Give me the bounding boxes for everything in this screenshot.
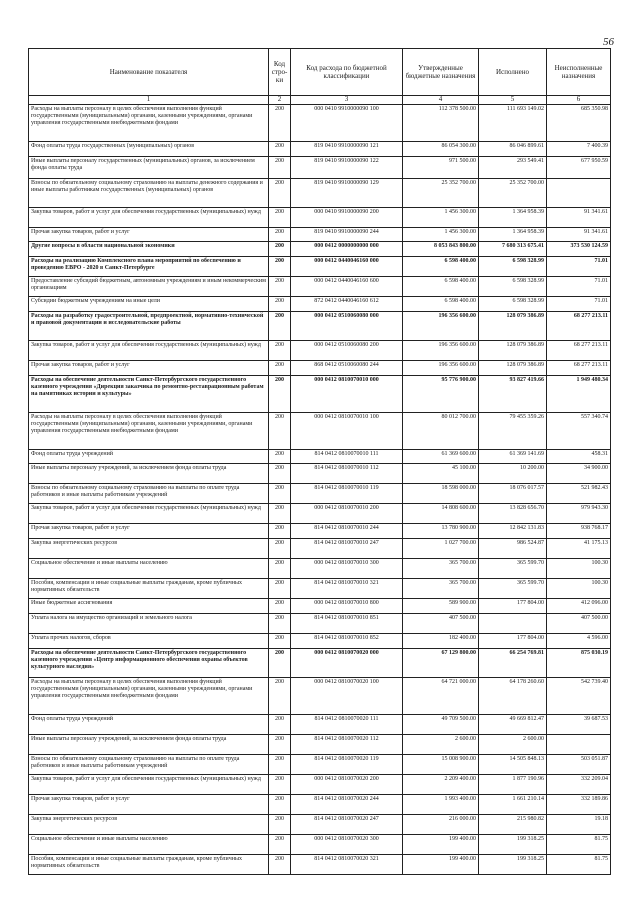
unexecuted-cell: 407 500.00 [547,614,611,634]
executed-cell: 14 505 848.13 [479,755,547,775]
column-number: 3 [291,96,403,105]
header-executed: Исполнено [479,49,547,96]
executed-cell: 1 364 958.39 [479,228,547,242]
header-expense-code: Код расхода по бюджетной классификации [291,49,403,96]
expense-code-cell: 819 0410 9910000090 121 [291,142,403,157]
expense-code-cell: 819 0410 9910000090 122 [291,157,403,179]
line-code-cell: 200 [269,464,291,484]
approved-cell: 6 598 400.00 [403,257,479,277]
expense-code-cell: 000 0412 0810070020 000 [291,649,403,678]
unexecuted-cell [547,179,611,208]
line-code-cell: 200 [269,835,291,855]
header-row [29,49,611,96]
unexecuted-cell: 71.01 [547,297,611,312]
unexecuted-cell: 39 687.53 [547,715,611,735]
expense-code-cell: 814 0412 0810070010 119 [291,484,403,504]
indicator-name-cell: Закупка товаров, работ и услуг для обеспечения государственных (муниципальных) нужд [29,775,269,795]
executed-cell: 18 076 017.57 [479,484,547,504]
expense-code-cell: 814 0412 0810070020 244 [291,795,403,815]
table-body [29,105,611,875]
unexecuted-cell: 677 950.59 [547,157,611,179]
executed-cell: 7 680 313 675.41 [479,242,547,257]
approved-cell: 95 776 900.00 [403,376,479,413]
executed-cell: 6 598 328.99 [479,257,547,277]
line-code-cell: 200 [269,277,291,297]
line-code-cell: 200 [269,795,291,815]
indicator-name-cell: Фонд оплаты труда учреждений [29,715,269,735]
approved-cell: 86 054 300.00 [403,142,479,157]
approved-cell: 14 808 600.00 [403,504,479,524]
unexecuted-cell: 41 175.13 [547,539,611,559]
indicator-name-cell: Прочая закупка товаров, работ и услуг [29,361,269,376]
line-code-cell: 200 [269,208,291,228]
approved-cell: 13 780 900.00 [403,524,479,539]
line-code-cell: 200 [269,312,291,341]
column-number-row [29,96,611,105]
approved-cell: 196 356 600.00 [403,341,479,361]
indicator-name-cell: Уплата прочих налогов, сборов [29,634,269,649]
expense-code-cell: 814 0412 0810070010 321 [291,579,403,599]
unexecuted-cell: 100.30 [547,579,611,599]
line-code-cell: 200 [269,524,291,539]
table-row [29,504,611,524]
expense-code-cell: 000 0412 0810070010 200 [291,504,403,524]
table-row [29,559,611,579]
indicator-name-cell: Закупка товаров, работ и услуг для обеспечения государственных (муниципальных) нужд [29,208,269,228]
line-code-cell: 200 [269,361,291,376]
line-code-cell: 200 [269,678,291,715]
expense-code-cell: 814 0412 0810070010 111 [291,450,403,464]
approved-cell: 6 598 400.00 [403,277,479,297]
executed-cell [479,614,547,634]
executed-cell: 64 178 260.60 [479,678,547,715]
approved-cell: 8 053 843 800.00 [403,242,479,257]
table-row [29,376,611,413]
unexecuted-cell: 1 949 480.34 [547,376,611,413]
table-row [29,208,611,228]
table-row [29,297,611,312]
unexecuted-cell: 542 739.40 [547,678,611,715]
approved-cell: 407 500.00 [403,614,479,634]
approved-cell: 216 000.00 [403,815,479,835]
indicator-name-cell: Уплата налога на имущество организаций и земельного налога [29,614,269,634]
expense-code-cell: 000 0410 9910000090 100 [291,105,403,142]
line-code-cell: 200 [269,715,291,735]
expense-code-cell: 814 0412 0810070010 112 [291,464,403,484]
unexecuted-cell: 332 189.86 [547,795,611,815]
expense-code-cell: 000 0412 0000000000 000 [291,242,403,257]
column-number: 1 [29,96,269,105]
table-row [29,361,611,376]
table-row [29,649,611,678]
table-row [29,755,611,775]
column-number: 2 [269,96,291,105]
indicator-name-cell: Пособия, компенсации и иные социальные выплаты гражданам, кроме публичных нормативных обязательств [29,855,269,875]
approved-cell: 365 700.00 [403,559,479,579]
executed-cell: 6 598 328.99 [479,297,547,312]
unexecuted-cell: 91 341.61 [547,228,611,242]
table-row [29,142,611,157]
table-row [29,579,611,599]
line-code-cell: 200 [269,815,291,835]
unexecuted-cell: 557 340.74 [547,413,611,450]
table-row [29,795,611,815]
table-row [29,855,611,875]
executed-cell: 177 804.00 [479,634,547,649]
indicator-name-cell: Пособия, компенсации и иные социальные выплаты гражданам, кроме публичных нормативных обязательств [29,579,269,599]
line-code-cell: 200 [269,559,291,579]
expense-code-cell: 814 0412 0810070020 112 [291,735,403,755]
executed-cell: 13 828 656.70 [479,504,547,524]
table-row [29,312,611,341]
approved-cell: 112 378 500.00 [403,105,479,142]
approved-cell: 18 598 000.00 [403,484,479,504]
table-row [29,105,611,142]
executed-cell: 293 549.41 [479,157,547,179]
line-code-cell: 200 [269,634,291,649]
indicator-name-cell: Иные выплаты персоналу учреждений, за исключением фонда оплаты труда [29,735,269,755]
unexecuted-cell: 71.01 [547,257,611,277]
table-row [29,539,611,559]
line-code-cell: 200 [269,614,291,634]
expense-code-cell: 000 0410 9910000090 200 [291,208,403,228]
unexecuted-cell: 373 530 124.59 [547,242,611,257]
executed-cell: 365 599.70 [479,559,547,579]
expense-code-cell: 000 0412 0810070010 100 [291,413,403,450]
indicator-name-cell: Взносы по обязательному социальному страхованию на выплаты по оплате труда работников и иные выплаты работникам учреждений [29,755,269,775]
approved-cell: 1 027 700.00 [403,539,479,559]
table-row [29,413,611,450]
approved-cell: 2 600.00 [403,735,479,755]
approved-cell: 25 352 700.00 [403,179,479,208]
expense-code-cell: 000 0412 0810070010 800 [291,599,403,614]
line-code-cell: 200 [269,855,291,875]
indicator-name-cell: Фонд оплаты труда государственных (муниципальных) органов [29,142,269,157]
approved-cell: 182 400.00 [403,634,479,649]
table-row [29,179,611,208]
approved-cell: 2 209 400.00 [403,775,479,795]
expense-code-cell: 819 0410 9910000090 244 [291,228,403,242]
executed-cell: 6 598 328.99 [479,277,547,297]
approved-cell: 6 598 400.00 [403,297,479,312]
indicator-name-cell: Расходы на выплаты персоналу в целях обеспечения выполнения функций государственными (муниципальными) органами, казенными учреждениями, органами управления государственными внебюджетными фондами [29,105,269,142]
indicator-name-cell: Иные выплаты персоналу государственных (муниципальных) органов, за исключением фонда оплаты труда [29,157,269,179]
executed-cell: 79 455 359.26 [479,413,547,450]
executed-cell: 2 600.00 [479,735,547,755]
approved-cell: 1 993 400.00 [403,795,479,815]
executed-cell: 1 661 210.14 [479,795,547,815]
table-row [29,524,611,539]
expense-code-cell: 872 0412 0440046160 612 [291,297,403,312]
indicator-name-cell: Прочая закупка товаров, работ и услуг [29,228,269,242]
indicator-name-cell: Расходы на выплаты персоналу в целях обеспечения выполнения функций государственными (муниципальными) органами, казенными учреждениями, органами управления государственными внебюджетными фондами [29,678,269,715]
unexecuted-cell: 81.75 [547,835,611,855]
executed-cell: 1 364 958.39 [479,208,547,228]
table-row [29,450,611,464]
column-number: 5 [479,96,547,105]
line-code-cell: 200 [269,142,291,157]
header-approved: Утвержденные бюджетные назначения [403,49,479,96]
executed-cell: 86 046 899.61 [479,142,547,157]
unexecuted-cell: 71.01 [547,277,611,297]
executed-cell: 365 599.70 [479,579,547,599]
unexecuted-cell: 68 277 213.11 [547,341,611,361]
line-code-cell: 200 [269,105,291,142]
indicator-name-cell: Прочая закупка товаров, работ и услуг [29,524,269,539]
unexecuted-cell: 412 096.00 [547,599,611,614]
line-code-cell: 200 [269,242,291,257]
expense-code-cell: 000 0412 0810070010 000 [291,376,403,413]
executed-cell: 12 842 131.83 [479,524,547,539]
indicator-name-cell: Фонд оплаты труда учреждений [29,450,269,464]
indicator-name-cell: Субсидии бюджетным учреждениям на иные цели [29,297,269,312]
unexecuted-cell: 7 400.39 [547,142,611,157]
unexecuted-cell: 4 596.00 [547,634,611,649]
line-code-cell: 200 [269,257,291,277]
budget-execution-table [28,48,611,875]
expense-code-cell: 000 0412 0810070020 100 [291,678,403,715]
table-row [29,242,611,257]
expense-code-cell: 814 0412 0810070010 244 [291,524,403,539]
line-code-cell: 200 [269,599,291,614]
table-row [29,815,611,835]
unexecuted-cell: 521 982.43 [547,484,611,504]
approved-cell: 45 100.00 [403,464,479,484]
line-code-cell: 200 [269,755,291,775]
executed-cell: 199 318.25 [479,835,547,855]
line-code-cell: 200 [269,539,291,559]
table-row [29,715,611,735]
unexecuted-cell: 685 350.98 [547,105,611,142]
line-code-cell: 200 [269,450,291,464]
expense-code-cell: 000 0412 0810070010 300 [291,559,403,579]
expense-code-cell: 814 0412 0810070020 119 [291,755,403,775]
executed-cell: 128 079 386.89 [479,361,547,376]
approved-cell: 61 369 600.00 [403,450,479,464]
header-line-code: Код стро-ки [269,49,291,96]
unexecuted-cell: 332 209.04 [547,775,611,795]
approved-cell: 196 356 600.00 [403,312,479,341]
unexecuted-cell: 19.18 [547,815,611,835]
executed-cell: 1 877 190.96 [479,775,547,795]
approved-cell: 589 900.00 [403,599,479,614]
expense-code-cell: 000 0412 0510060080 200 [291,341,403,361]
table-row [29,157,611,179]
table-row [29,835,611,855]
unexecuted-cell: 68 277 213.11 [547,312,611,341]
line-code-cell: 200 [269,504,291,524]
table-row [29,484,611,504]
approved-cell: 64 721 000.00 [403,678,479,715]
header-indicator-name: Наименование показателя [29,49,269,96]
expense-code-cell: 814 0412 0810070020 321 [291,855,403,875]
approved-cell: 1 456 300.00 [403,208,479,228]
table-row [29,257,611,277]
table-row [29,634,611,649]
unexecuted-cell: 68 277 213.11 [547,361,611,376]
expense-code-cell: 868 0412 0510060080 244 [291,361,403,376]
unexecuted-cell: 458.31 [547,450,611,464]
expense-code-cell: 814 0412 0810070020 111 [291,715,403,735]
line-code-cell: 200 [269,649,291,678]
indicator-name-cell: Расходы на разработку градостроительной, предпроектной, нормативно-технической и правовой документации и исследовательские работы [29,312,269,341]
table-row [29,277,611,297]
line-code-cell: 200 [269,413,291,450]
line-code-cell: 200 [269,484,291,504]
expense-code-cell: 814 0412 0810070010 247 [291,539,403,559]
unexecuted-cell: 34 900.00 [547,464,611,484]
column-number: 4 [403,96,479,105]
indicator-name-cell: Расходы на реализацию Комплексного плана мероприятий по обеспечению и проведению ЕВРО - 2020 в Санкт-Петербурге [29,257,269,277]
expense-code-cell: 000 0412 0440046160 600 [291,277,403,297]
executed-cell: 93 827 419.66 [479,376,547,413]
approved-cell: 196 356 600.00 [403,361,479,376]
indicator-name-cell: Расходы на выплаты персоналу в целях обеспечения выполнения функций государственными (муниципальными) органами, казенными учреждениями, органами управления государственными внебюджетными фондами [29,413,269,450]
table-row [29,775,611,795]
line-code-cell: 200 [269,157,291,179]
approved-cell: 67 129 800.00 [403,649,479,678]
expense-code-cell: 000 0412 0810070020 200 [291,775,403,795]
indicator-name-cell: Расходы на обеспечение деятельности Санкт-Петербургского государственного казенного учреждения «Центр информационного обеспечения охраны объектов культурного наследия» [29,649,269,678]
approved-cell: 15 008 900.00 [403,755,479,775]
executed-cell: 177 804.00 [479,599,547,614]
executed-cell: 61 369 141.69 [479,450,547,464]
indicator-name-cell: Взносы по обязательному социальному страхованию на выплаты денежного содержания и иные выплаты работникам государственных (муниципальных) органов [29,179,269,208]
approved-cell: 365 700.00 [403,579,479,599]
unexecuted-cell: 91 341.61 [547,208,611,228]
approved-cell: 971 500.00 [403,157,479,179]
indicator-name-cell: Расходы на обеспечение деятельности Санкт-Петербургского государственного казенного учреждения «Дирекция заказчика по ремонтно-реставрационным работам на памятниках истории и культуры» [29,376,269,413]
table-row [29,228,611,242]
executed-cell: 128 079 386.89 [479,312,547,341]
approved-cell: 49 709 500.00 [403,715,479,735]
indicator-name-cell: Предоставление субсидий бюджетным, автономным учреждениям и иным некоммерческим организациям [29,277,269,297]
table-row [29,614,611,634]
executed-cell: 128 079 386.89 [479,341,547,361]
unexecuted-cell: 100.30 [547,559,611,579]
table-row [29,678,611,715]
expense-code-cell: 000 0412 0810070020 300 [291,835,403,855]
line-code-cell: 200 [269,735,291,755]
expense-code-cell: 814 0412 0810070010 852 [291,634,403,649]
expense-code-cell: 814 0412 0810070020 247 [291,815,403,835]
table-row [29,464,611,484]
line-code-cell: 200 [269,579,291,599]
executed-cell: 10 200.00 [479,464,547,484]
indicator-name-cell: Закупка товаров, работ и услуг для обеспечения государственных (муниципальных) нужд [29,504,269,524]
approved-cell: 199 400.00 [403,855,479,875]
indicator-name-cell: Иные бюджетные ассигнования [29,599,269,614]
executed-cell: 199 318.25 [479,855,547,875]
line-code-cell: 200 [269,376,291,413]
line-code-cell: 200 [269,297,291,312]
unexecuted-cell: 938 768.17 [547,524,611,539]
unexecuted-cell: 875 030.19 [547,649,611,678]
executed-cell: 986 524.87 [479,539,547,559]
approved-cell: 199 400.00 [403,835,479,855]
executed-cell: 215 980.82 [479,815,547,835]
indicator-name-cell: Другие вопросы в области национальной экономики [29,242,269,257]
unexecuted-cell: 979 943.30 [547,504,611,524]
line-code-cell: 200 [269,341,291,361]
executed-cell: 25 352 700.00 [479,179,547,208]
indicator-name-cell: Закупка энергетических ресурсов [29,539,269,559]
table-row [29,341,611,361]
expense-code-cell: 000 0412 0510060080 000 [291,312,403,341]
indicator-name-cell: Иные выплаты персоналу учреждений, за исключением фонда оплаты труда [29,464,269,484]
indicator-name-cell: Закупка товаров, работ и услуг для обеспечения государственных (муниципальных) нужд [29,341,269,361]
indicator-name-cell: Закупка энергетических ресурсов [29,815,269,835]
line-code-cell: 200 [269,179,291,208]
table-row [29,735,611,755]
page-number: 56 [603,36,614,48]
line-code-cell: 200 [269,228,291,242]
header-unexecuted: Неисполненные назначения [547,49,611,96]
indicator-name-cell: Социальное обеспечение и иные выплаты населению [29,835,269,855]
column-number: 6 [547,96,611,105]
executed-cell: 66 254 769.81 [479,649,547,678]
unexecuted-cell: 81.75 [547,855,611,875]
indicator-name-cell: Социальное обеспечение и иные выплаты населению [29,559,269,579]
executed-cell: 111 693 149.02 [479,105,547,142]
unexecuted-cell: 503 051.87 [547,755,611,775]
expense-code-cell: 814 0412 0810070010 851 [291,614,403,634]
expense-code-cell: 819 0410 9910000090 129 [291,179,403,208]
indicator-name-cell: Взносы по обязательному социальному страхованию на выплаты по оплате труда работников и иные выплаты работникам учреждений [29,484,269,504]
unexecuted-cell [547,735,611,755]
approved-cell: 80 012 700.00 [403,413,479,450]
executed-cell: 49 669 812.47 [479,715,547,735]
approved-cell: 1 456 300.00 [403,228,479,242]
expense-code-cell: 000 0412 0440046160 000 [291,257,403,277]
indicator-name-cell: Прочая закупка товаров, работ и услуг [29,795,269,815]
table-row [29,599,611,614]
line-code-cell: 200 [269,775,291,795]
